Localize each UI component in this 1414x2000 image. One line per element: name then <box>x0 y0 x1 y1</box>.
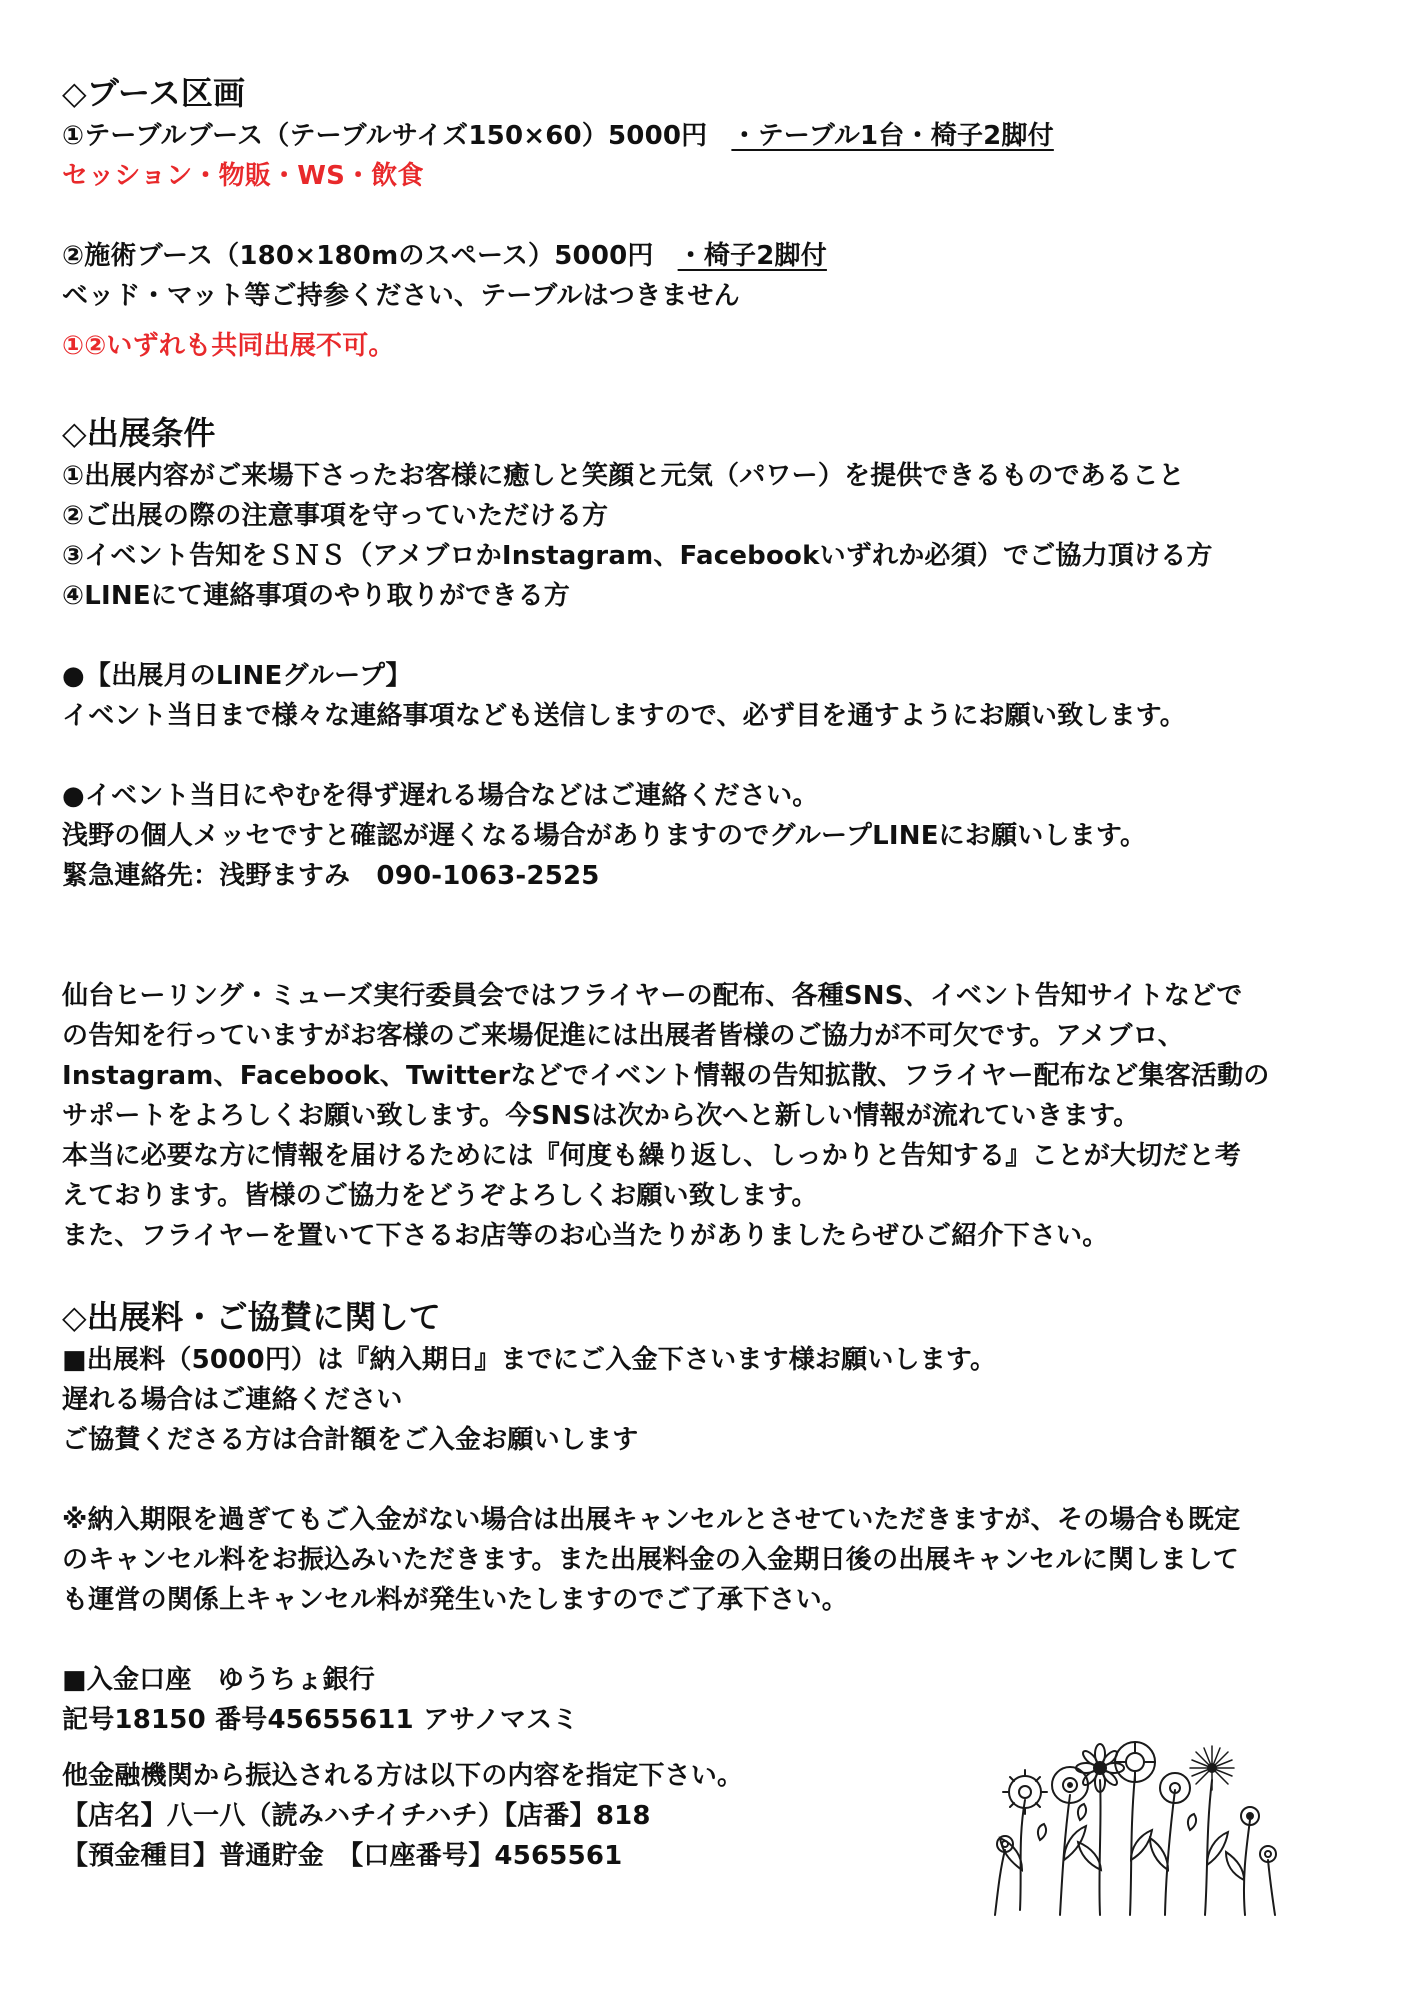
table-booth-line <box>62 118 1054 154</box>
bank-account: 記号18150 番号45655611 アサノマスミ <box>62 1705 579 1735</box>
joint-note: ①②いずれも共同出展不可。 <box>62 331 395 361</box>
fee-line: ■出展料（5000円）は『納入期日』までにご入金下さいます様お願いします。 <box>62 1345 997 1375</box>
fee-heading: ◇出展料・ご協賛に関して <box>62 1298 442 1336</box>
condition-item: ②ご出展の際の注意事項を守っていただける方 <box>62 501 609 531</box>
promo-line: 仙台ヒーリング・ミューズ実行委員会ではフライヤーの配布、各種SNS、イベント告知サイトなどで <box>62 981 1243 1011</box>
bank-type: 【預金種目】普通貯金 【口座番号】4565561 <box>62 1841 623 1871</box>
emergency-contact: 緊急連絡先：浅野ますみ 090-1063-2525 <box>62 861 600 891</box>
condition-item: ①出展内容がご来場下さったお客様に癒しと笑顔と元気（パワー）を提供できるものであること <box>62 461 1185 491</box>
booth-heading: ◇ブース区画 <box>62 74 246 112</box>
condition-item: ④LINEにて連絡事項のやり取りができる方 <box>62 581 570 611</box>
treatment-booth-text: ②施術ブース（180×180mのスペース）5000円 <box>62 241 654 271</box>
cancel-line: も運営の関係上キャンセル料が発生いたしますのでご了承下さい。 <box>62 1585 849 1615</box>
line-group-title: ●【出展月のLINEグループ】 <box>62 661 412 691</box>
promo-line: 本当に必要な方に情報を届けるためには『何度も繰り返し、しっかりと告知する』ことが大切だと考 <box>62 1141 1242 1171</box>
promo-line: の告知を行っていますがお客様のご来場促進には出展者皆様のご協力が不可欠です。アメブロ、 <box>62 1021 1184 1051</box>
late-title: ●イベント当日にやむを得ず遅れる場合などはご連絡ください。 <box>62 781 819 811</box>
promo-line: Instagram、Facebook、Twitterなどでイベント情報の告知拡散、フライヤー配布など集客活動の <box>62 1061 1270 1091</box>
condition-item: ③イベント告知をＳＮＳ（アメブロかInstagram、Facebookいずれか必須）でご協力頂ける方 <box>62 541 1213 571</box>
bank-title: ■入金口座 ゆうちょ銀行 <box>62 1665 375 1695</box>
cancel-line: のキャンセル料をお振込みいただきます。また出展料金の入金期日後の出展キャンセルに関しまして <box>62 1545 1239 1575</box>
cancel-line: ※納入期限を過ぎてもご入金がない場合は出展キャンセルとさせていただきますが、その場合も既定 <box>62 1505 1241 1535</box>
table-booth-extra: ・テーブル1台・椅子2脚付 <box>731 121 1054 151</box>
late-body: 浅野の個人メッセですと確認が遅くなる場合がありますのでグループLINEにお願いします。 <box>62 821 1147 851</box>
table-booth-text: ①テーブルブース（テーブルサイズ150×60）5000円 <box>62 121 708 151</box>
bank-other-title: 他金融機関から振込される方は以下の内容を指定下さい。 <box>62 1761 744 1791</box>
fee-line: 遅れる場合はご連絡ください <box>62 1385 403 1415</box>
fee-line: ご協賛くださる方は合計額をご入金お願いします <box>62 1425 639 1455</box>
treatment-booth-line <box>62 238 827 274</box>
treatment-booth-extra: ・椅子2脚付 <box>677 241 827 271</box>
treatment-note: ベッド・マット等ご持参ください、テーブルはつきません <box>62 281 740 311</box>
conditions-heading: ◇出展条件 <box>62 414 216 452</box>
promo-line: サポートをよろしくお願い致します。今SNSは次から次へと新しい情報が流れていきます。 <box>62 1101 1140 1131</box>
bank-branch: 【店名】八一八（読みハチイチハチ）【店番】818 <box>62 1801 651 1831</box>
flowers-icon <box>980 1720 1290 1920</box>
promo-line: また、フライヤーを置いて下さるお店等のお心当たりがありましたらぜひご紹介下さい。 <box>62 1221 1109 1251</box>
promo-line: えております。皆様のご協力をどうぞよろしくお願い致します。 <box>62 1181 818 1211</box>
line-group-body: イベント当日まで様々な連絡事項なども送信しますので、必ず目を通すようにお願い致します。 <box>62 701 1187 731</box>
table-booth-types: セッション・物販・WS・飲食 <box>62 161 424 191</box>
